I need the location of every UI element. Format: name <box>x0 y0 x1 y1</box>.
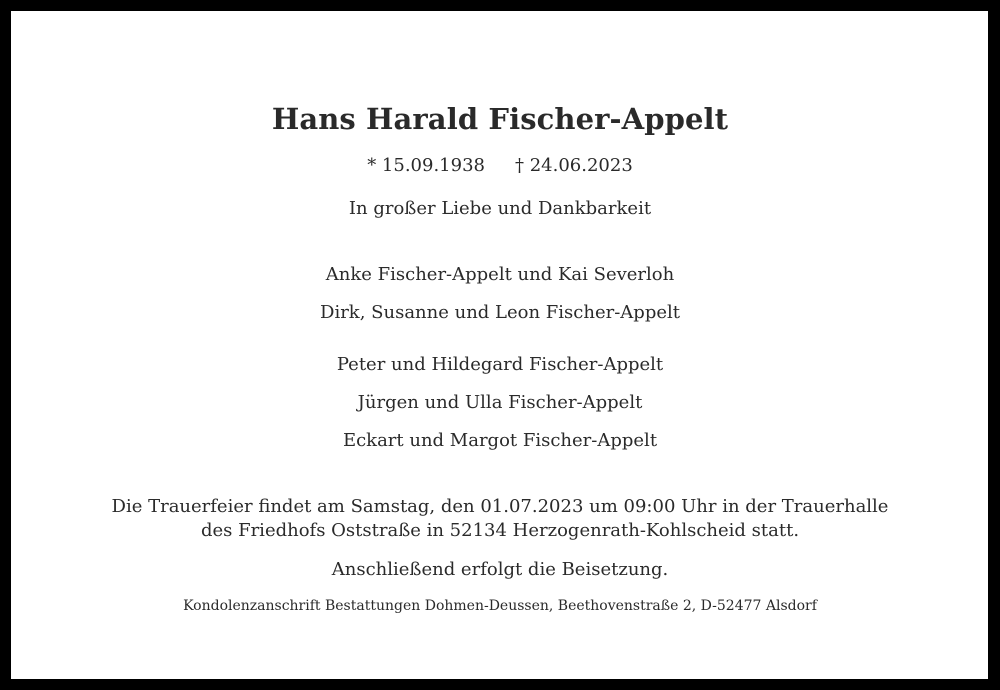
life-dates <box>0 155 1000 176</box>
service-info-line: des Friedhofs Oststraße in 52134 Herzogenrath-Kohlscheid statt. <box>200 520 800 541</box>
condolence-address: Kondolenzanschrift Bestattungen Dohmen-Deussen, Beethovenstraße 2, D-52477 Alsdorf <box>183 598 817 614</box>
death-date: † 24.06.2023 <box>515 155 633 176</box>
mourner-line: Peter und Hildegard Fischer-Appelt <box>336 354 664 375</box>
burial-note: Anschließend erfolgt die Beisetzung. <box>331 559 669 580</box>
mourner-line: Eckart und Margot Fischer-Appelt <box>342 430 658 451</box>
service-info-line: Die Trauerfeier findet am Samstag, den 01.07.2023 um 09:00 Uhr in der Trauerhalle <box>111 496 889 517</box>
mourner-line: Anke Fischer-Appelt und Kai Severloh <box>325 264 675 285</box>
birth-date: * 15.09.1938 <box>367 155 485 176</box>
deceased-name: Hans Harald Fischer-Appelt <box>271 102 729 136</box>
dedication-text: In großer Liebe und Dankbarkeit <box>348 198 652 219</box>
mourner-line: Dirk, Susanne und Leon Fischer-Appelt <box>320 302 680 323</box>
mourner-line: Jürgen und Ulla Fischer-Appelt <box>357 392 643 413</box>
